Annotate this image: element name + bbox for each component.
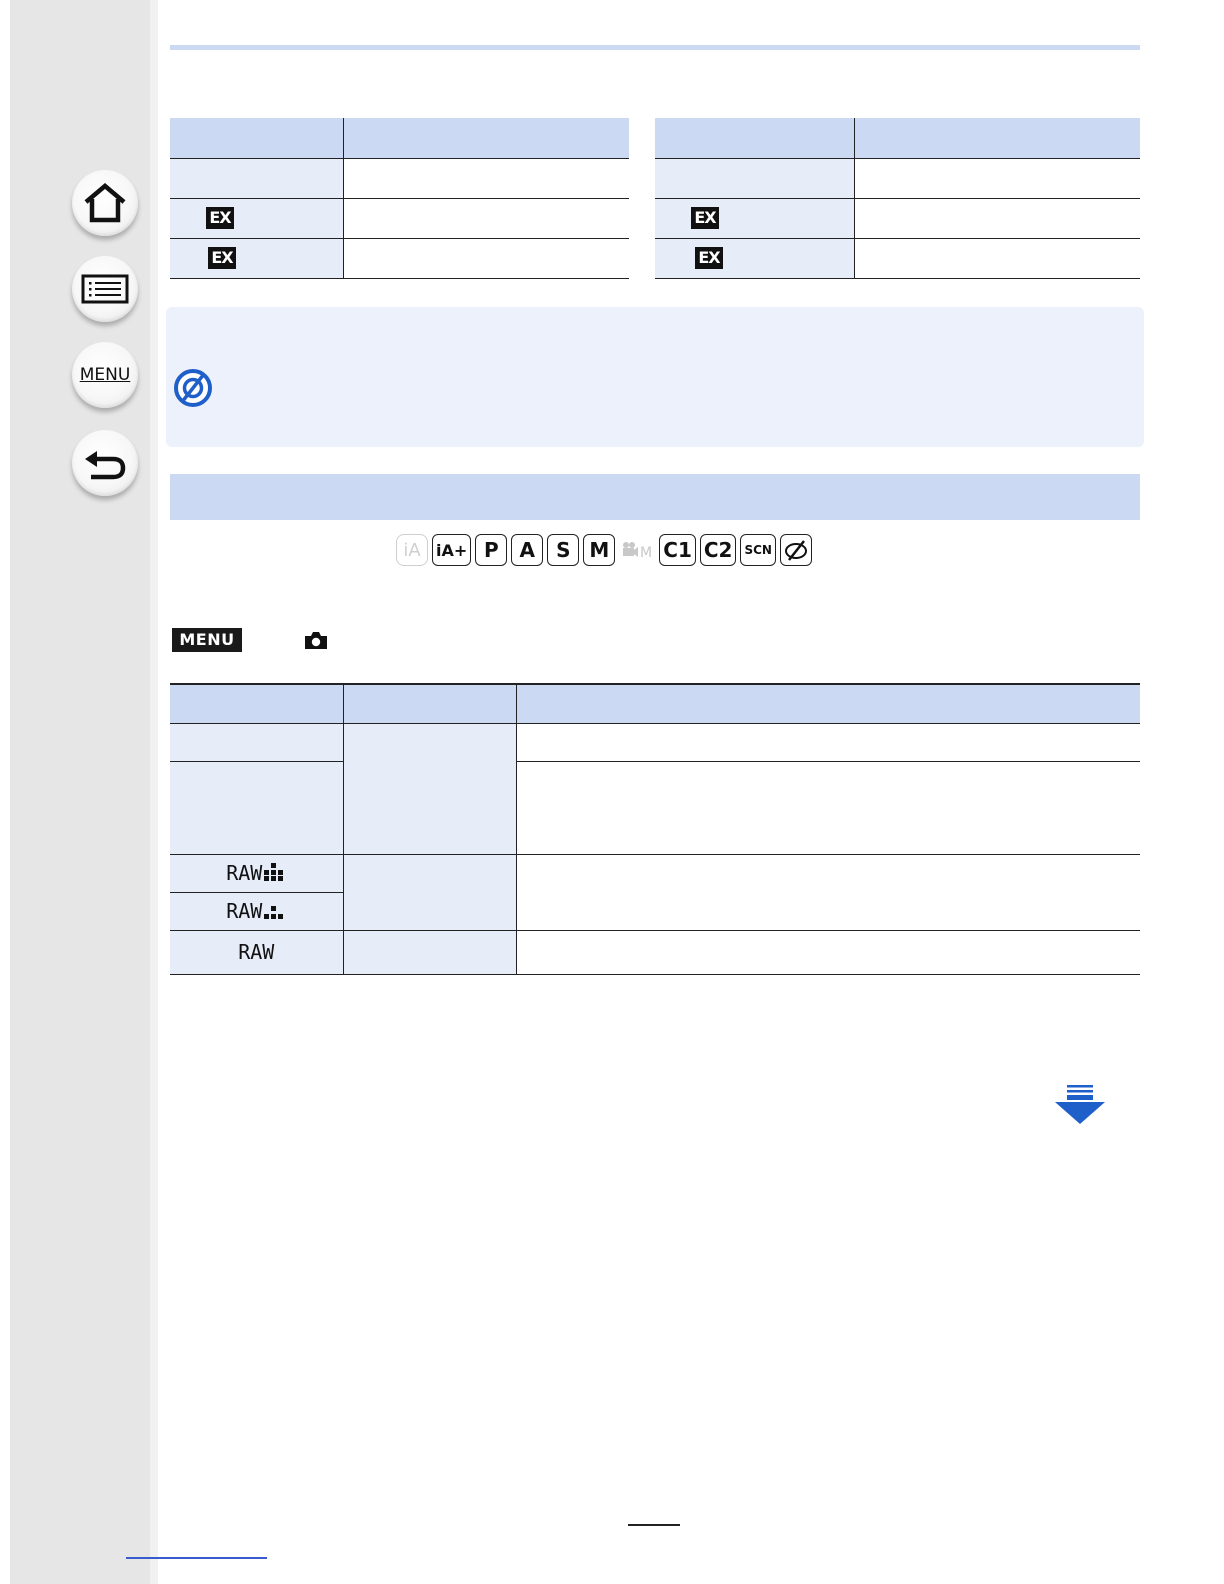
footer-link-underline[interactable]: [126, 1557, 267, 1559]
row-label-cell: [170, 158, 343, 198]
row-value-cell: [854, 238, 1140, 278]
header-cell: [343, 118, 629, 158]
standard-quality-icon: [262, 900, 286, 920]
row-merged-cell: [343, 723, 516, 854]
table-row: [655, 238, 1140, 278]
ex-table-right: [655, 118, 1140, 279]
table-row: [655, 198, 1140, 238]
ex-table-left: [170, 118, 629, 279]
mode-p-icon: P: [475, 534, 507, 566]
mode-s-icon: S: [547, 534, 579, 566]
table-row: [170, 854, 1140, 892]
raw-fine-cell: [170, 854, 343, 892]
header-cell: [170, 684, 343, 723]
mode-ia-icon: iA: [396, 534, 428, 566]
contents-button[interactable]: [72, 256, 138, 322]
row-value-cell: [854, 198, 1140, 238]
header-cell: [854, 118, 1140, 158]
header-cell: [170, 118, 343, 158]
header-cell: [655, 118, 854, 158]
row-value-cell: [343, 238, 629, 278]
mode-a-icon: A: [511, 534, 543, 566]
row-description-cell: [516, 761, 1140, 854]
raw-cell: [170, 930, 343, 974]
raw-standard-cell: [170, 892, 343, 930]
table-header-row: [170, 118, 629, 158]
row-description-cell: [516, 930, 1140, 974]
camera-icon: [303, 630, 329, 650]
left-sidebar: [10, 0, 150, 1584]
top-divider: [170, 45, 1140, 50]
table-row: [170, 238, 629, 278]
continue-down-arrow-icon[interactable]: [1054, 1084, 1106, 1126]
header-cell: [343, 684, 516, 723]
header-cell: [516, 684, 1140, 723]
row-label-cell: [170, 198, 343, 238]
row-label-cell: [655, 198, 854, 238]
row-value-cell: [854, 158, 1140, 198]
mode-c1-icon: C1: [659, 534, 696, 566]
row-label-cell: [170, 723, 343, 761]
raw-fine-label: RAW: [226, 861, 263, 885]
table-row: [655, 158, 1140, 198]
home-icon: [82, 182, 128, 224]
recording-mode-icons: [396, 533, 812, 567]
ex-zoom-badge: EX: [691, 207, 719, 229]
table-header-row: [655, 118, 1140, 158]
svg-text:M: M: [640, 545, 653, 559]
list-icon: [81, 274, 129, 304]
menu-button-label: MENU: [79, 365, 131, 385]
quality-table: [170, 683, 1140, 975]
back-button[interactable]: [72, 430, 138, 496]
row-value-cell: [343, 198, 629, 238]
mode-movie-m-icon: [619, 534, 655, 566]
table-row: [170, 723, 1140, 761]
table-row: [170, 930, 1140, 974]
page-number-underline: [628, 1524, 680, 1526]
table-row: [170, 198, 629, 238]
fine-quality-icon: [262, 862, 286, 882]
menu-button[interactable]: [72, 342, 138, 408]
section-header-bar: [170, 474, 1140, 520]
row-label-cell: [170, 238, 343, 278]
mode-scn-icon: SCN: [740, 534, 776, 566]
note-box: [166, 307, 1144, 447]
row-label-cell: [655, 158, 854, 198]
home-button[interactable]: [72, 170, 138, 236]
mode-ia-plus-icon: iA+: [432, 534, 471, 566]
raw-label: RAW: [238, 940, 275, 964]
ex-zoom-badge: EX: [206, 207, 234, 229]
table-row: [170, 158, 629, 198]
mode-creative-control-icon: [780, 534, 812, 566]
menu-path-badge: MENU: [172, 628, 242, 652]
table-row: [170, 761, 1140, 854]
row-label-cell: [170, 761, 343, 854]
not-available-icon: [173, 368, 213, 408]
row-merged-cell: [343, 930, 516, 974]
mode-c2-icon: C2: [700, 534, 737, 566]
row-description-cell: [516, 723, 1140, 761]
return-arrow-icon: [81, 445, 129, 481]
mode-m-icon: M: [583, 534, 615, 566]
table-header-row: [170, 684, 1140, 723]
row-merged-cell: [343, 854, 516, 930]
row-label-cell: [655, 238, 854, 278]
raw-standard-label: RAW: [226, 899, 263, 923]
ex-zoom-badge: EX: [208, 247, 236, 269]
row-value-cell: [343, 158, 629, 198]
row-description-cell: [516, 854, 1140, 930]
ex-zoom-badge: EX: [695, 247, 723, 269]
